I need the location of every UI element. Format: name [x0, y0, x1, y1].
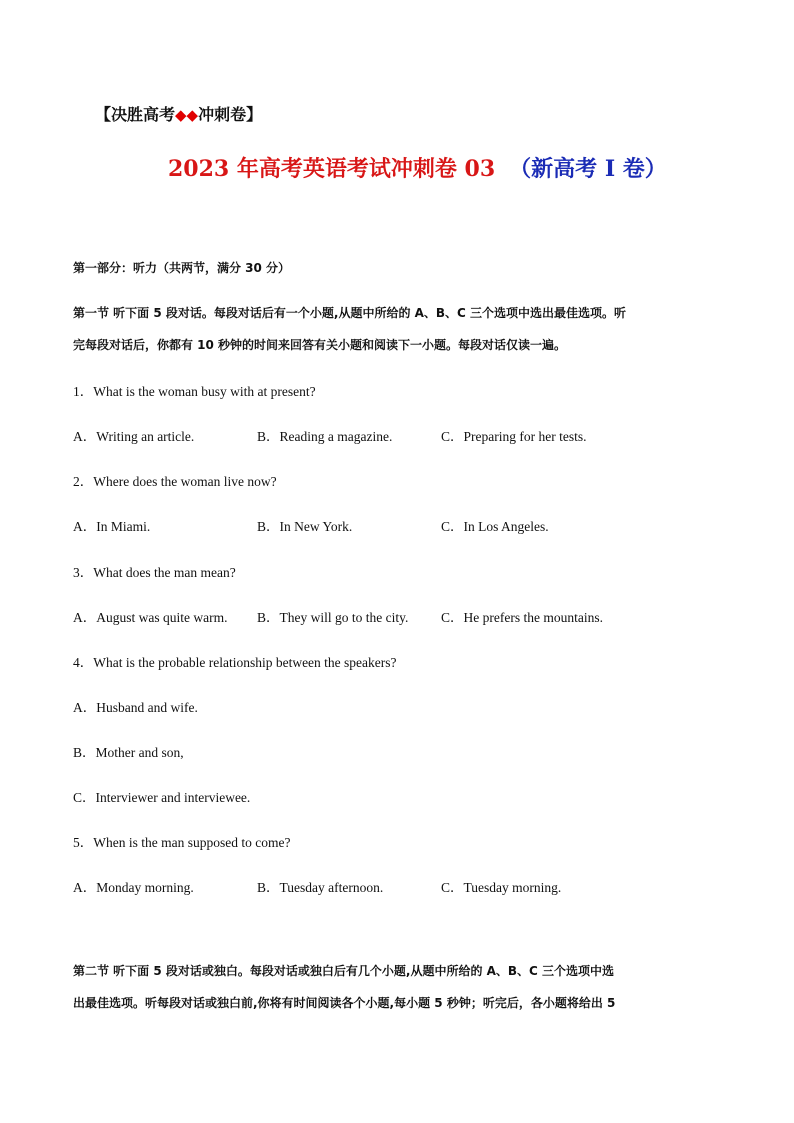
question-4-option-a[interactable]: A．Husband and wife.	[73, 700, 198, 715]
section2-instructions-line1: 第二节 听下面 5 段对话或独白。每段对话或独白后有几个小题,从题中所给的 A、B、C 三个选项中选	[73, 964, 615, 978]
section1-instructions-line1: 第一节 听下面 5 段对话。每段对话后有一个小题,从题中所给的 A、B、C 三个选项中选出最佳选项。听	[73, 306, 627, 320]
exam-banner	[95, 102, 262, 125]
question-1-stem: 1．What is the woman busy with at present?	[73, 384, 316, 399]
question-2-option-b[interactable]: B．In New York.	[257, 519, 353, 534]
question-1-option-b[interactable]: B．Reading a magazine.	[257, 429, 393, 444]
title-sub: （新高考 I 卷）	[509, 156, 667, 182]
section2-instructions-line2: 出最佳选项。听每段对话或独白前,你将有时间阅读各个小题,每小题 5 秒钟；听完后，各小题将给出 5	[73, 996, 616, 1010]
page-title	[168, 152, 667, 183]
question-4-option-c[interactable]: C．Interviewer and interviewee.	[73, 790, 251, 805]
question-5-stem: 5．When is the man supposed to come?	[73, 835, 291, 850]
part1-heading: 第一部分：听力（共两节，满分 30 分）	[73, 261, 291, 275]
question-5-option-b[interactable]: B．Tuesday afternoon.	[257, 880, 384, 895]
question-4-stem: 4．What is the probable relationship between the speakers?	[73, 655, 397, 670]
question-5-option-c[interactable]: C．Tuesday morning.	[441, 880, 562, 895]
banner-text-start: 【决胜高考	[95, 105, 176, 124]
question-1-option-a[interactable]: A．Writing an article.	[73, 429, 195, 444]
question-3-option-a[interactable]: A．August was quite warm.	[73, 610, 228, 625]
question-2-option-a[interactable]: A．In Miami.	[73, 519, 151, 534]
question-3-stem: 3．What does the man mean?	[73, 565, 236, 580]
question-2-option-c[interactable]: C．In Los Angeles.	[441, 519, 549, 534]
question-1-option-c[interactable]: C．Preparing for her tests.	[441, 429, 587, 444]
section1-instructions-line2: 完每段对话后，你都有 10 秒钟的时间来回答有关小题和阅读下一小题。每段对话仅读一遍。	[73, 338, 567, 352]
question-3-option-b[interactable]: B．They will go to the city.	[257, 610, 409, 625]
question-4-option-b[interactable]: B．Mother and son,	[73, 745, 184, 760]
title-main: 2023 年高考英语考试冲刺卷 03	[168, 156, 496, 182]
question-5-option-a[interactable]: A．Monday morning.	[73, 880, 194, 895]
diamond-icon: ◆◆	[175, 106, 199, 124]
banner-text-end: 冲刺卷】	[198, 105, 263, 124]
question-3-option-c[interactable]: C．He prefers the mountains.	[441, 610, 603, 625]
question-2-stem: 2．Where does the woman live now?	[73, 474, 277, 489]
